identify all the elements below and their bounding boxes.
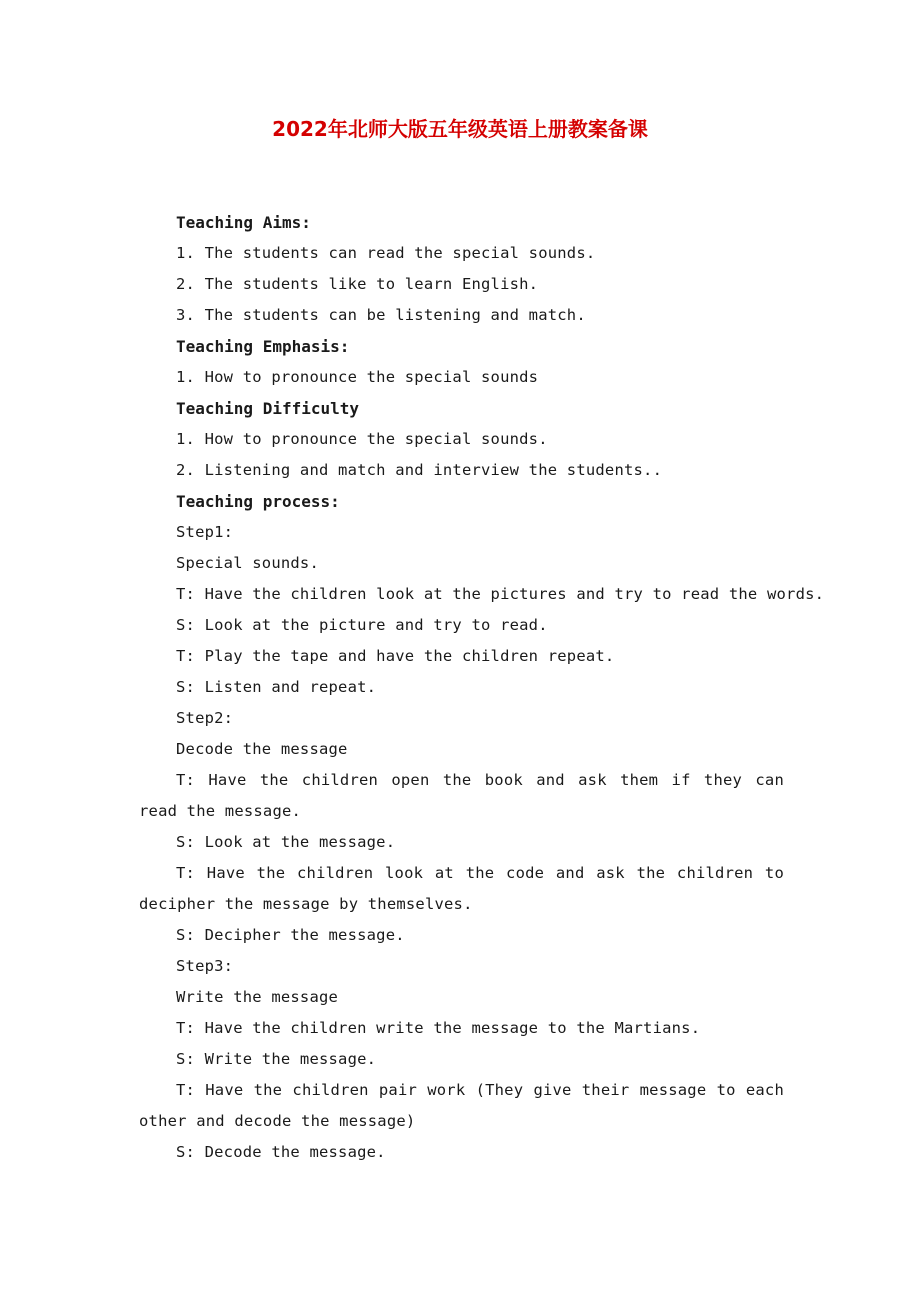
text-line: S: Decode the message.	[176, 1143, 386, 1161]
text-line: Step2:	[176, 709, 234, 727]
text-line: S: Listen and repeat.	[176, 678, 377, 696]
text-line: Decode the message	[176, 740, 348, 758]
section-heading: Teaching Aims:	[176, 213, 311, 232]
text-line: S: Decipher the message.	[176, 926, 405, 944]
text-line: T: Have the children open the book and ask them if they can read the message.	[139, 771, 784, 820]
text-line: 1. How to pronounce the special sounds.	[176, 430, 548, 448]
text-line: 1. The students can read the special sounds.	[176, 244, 596, 262]
section-heading: Teaching Difficulty	[176, 399, 360, 418]
text-line: T: Play the tape and have the children repeat.	[176, 647, 615, 665]
section-heading: Teaching process:	[176, 492, 340, 511]
text-line: T: Have the children write the message to the Martians.	[176, 1019, 701, 1037]
text-line: S: Write the message.	[176, 1050, 377, 1068]
text-line: T: Have the children look at the pictures and try to read the words.	[176, 585, 825, 603]
text-line: 2. Listening and match and interview the students..	[176, 461, 663, 479]
text-line: 2. The students like to learn English.	[176, 275, 539, 293]
text-line: T: Have the children pair work (They give their message to each other and decode the message)	[139, 1081, 784, 1130]
text-line: Step3:	[176, 957, 234, 975]
text-line: 1. How to pronounce the special sounds	[176, 368, 539, 386]
document-body	[139, 207, 825, 1168]
text-line: 3. The students can be listening and match.	[176, 306, 586, 324]
section-heading: Teaching Emphasis:	[176, 337, 350, 356]
text-line: S: Look at the message.	[176, 833, 396, 851]
text-line: T: Have the children look at the code and ask the children to decipher the message by themselves.	[139, 864, 784, 913]
text-line: Step1:	[176, 523, 234, 541]
text-line: Special sounds.	[176, 554, 319, 572]
document-title: 2022年北师大版五年级英语上册教案备课	[272, 117, 648, 141]
text-line: Write the message	[176, 988, 339, 1006]
text-line: S: Look at the picture and try to read.	[176, 616, 548, 634]
